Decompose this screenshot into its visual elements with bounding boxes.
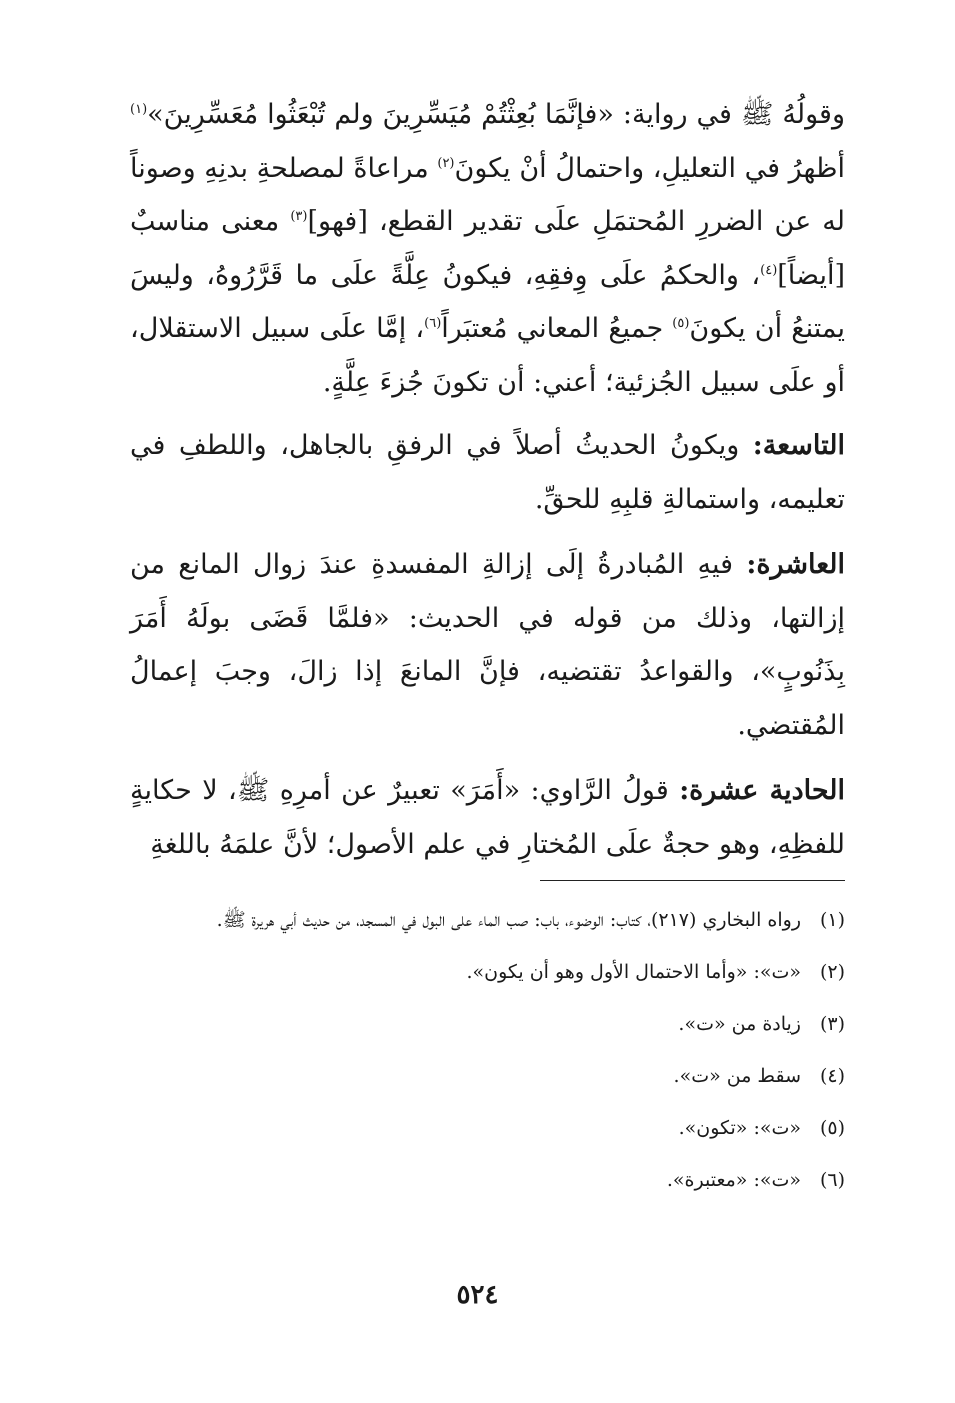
footnote — [135, 902, 845, 938]
footnote-text: زيادة من «ت». — [678, 1013, 801, 1035]
footnote-text: سقط من «ت». — [673, 1065, 801, 1087]
text-segment: أظهرُ في التعليلِ، واحتمالُ أنْ يكونَ — [454, 152, 845, 184]
section-heading: الحادية عشرة: — [679, 775, 845, 806]
footnote-marker: (٥) — [672, 316, 690, 331]
footnote — [135, 954, 845, 990]
footnote-marker: (٢) — [437, 155, 455, 171]
footnote — [135, 1162, 845, 1198]
footnote — [135, 1006, 845, 1042]
footnote — [135, 1058, 845, 1094]
text-segment: ، إمَّا علَى سبيل الاستقلال، أو علَى سبيل الجُزئية؛ أعني: أن تكونَ جُزءَ عِلَّةٍ. — [130, 313, 845, 398]
footnote-separator — [540, 880, 845, 881]
text-segment: مراعاةً لمصلحةِ بدنِهِ وصوناً له عن الضررِ المُحتمَلِ علَى تقدير القطع، [فهو] — [130, 152, 845, 237]
footnote-number: (٥) — [819, 1117, 845, 1139]
footnote-marker: (٣) — [290, 209, 308, 224]
text-segment: فيهِ المُبادرةُ إلَى إزالةِ المفسدةِ عندَ زوال المانع من إزالتها، وذلك من قوله في الحديث: «فلمَّا قَضَى بولَهُ أَمَرَ بِذَنُوبٍ»، والقواعدُ تقتضيه، فإنَّ المانعَ إذا زالَ، وجبَ إعمالُ المُقتضي. — [130, 549, 845, 741]
footnote-number: (٦) — [819, 1169, 845, 1191]
footnotes — [135, 902, 845, 1214]
footnote-text: «ت»: «معتبرة». — [666, 1169, 801, 1191]
text-segment: وقولُهُ ﷺ في رواية: «فإنَّمَا بُعِثْتُمْ مُيَسِّرِينَ ولم تُبْعَثُوا مُعَسِّرِينَ» — [147, 99, 845, 130]
footnote-text: «ت»: «وأما الاحتمال الأول وهو أن يكون». — [466, 961, 801, 983]
section-heading: العاشرة: — [746, 549, 845, 580]
paragraph-1 — [130, 88, 845, 409]
main-text — [130, 88, 845, 883]
footnote-number: (٣) — [819, 1013, 845, 1035]
text-segment: قولُ الرَّاوي: «أَمَرَ» تعبيرٌ عن أمرِهِ ﷺ، لا حكايةٍ للفظِهِ، وهو حجةٌ علَى المُختارِ في علم الأصول؛ لأنَّ علمَهُ باللغةِ — [130, 775, 845, 860]
text-segment: ويكونُ الحديثُ أصلاً في الرفقِ بالجاهل، واللطفِ في تعليمه، واستمالةِ قلبِهِ للحقِّ. — [130, 430, 845, 515]
text-segment: معنى مناسبٌ [أيضاً] — [130, 206, 845, 291]
footnote-text: «ت»: «تكون». — [678, 1117, 801, 1139]
text-segment: ، والحكمُ علَى وِفقِهِ، فيكونُ عِلَّةً علَى ما قَرَّرُوهُ، وليسَ يمتنعُ أن يكونَ — [130, 259, 845, 344]
footnote-number: (٢) — [819, 961, 845, 983]
footnote — [135, 1110, 845, 1146]
page-number: ٥٢٤ — [456, 1280, 499, 1310]
footnote-number: (٤) — [819, 1065, 845, 1087]
footnote-marker: (١) — [130, 102, 148, 117]
footnote-number: (١) — [819, 909, 845, 931]
paragraph-4 — [130, 764, 845, 871]
footnote-marker: (٦) — [424, 316, 442, 331]
footnote-text: رواه البخاري (٢١٧)، كتاب: الوضوء، باب: صب الماء على البول في المسجد، من حديث أبي هريرة ﷺ. — [216, 909, 801, 931]
paragraph-2 — [130, 419, 845, 526]
footnote-marker: (٤) — [760, 262, 778, 278]
paragraph-3 — [130, 538, 845, 752]
section-heading: التاسعة: — [752, 430, 845, 461]
text-segment: جميعُ المعاني مُعتبَراً — [441, 313, 673, 344]
